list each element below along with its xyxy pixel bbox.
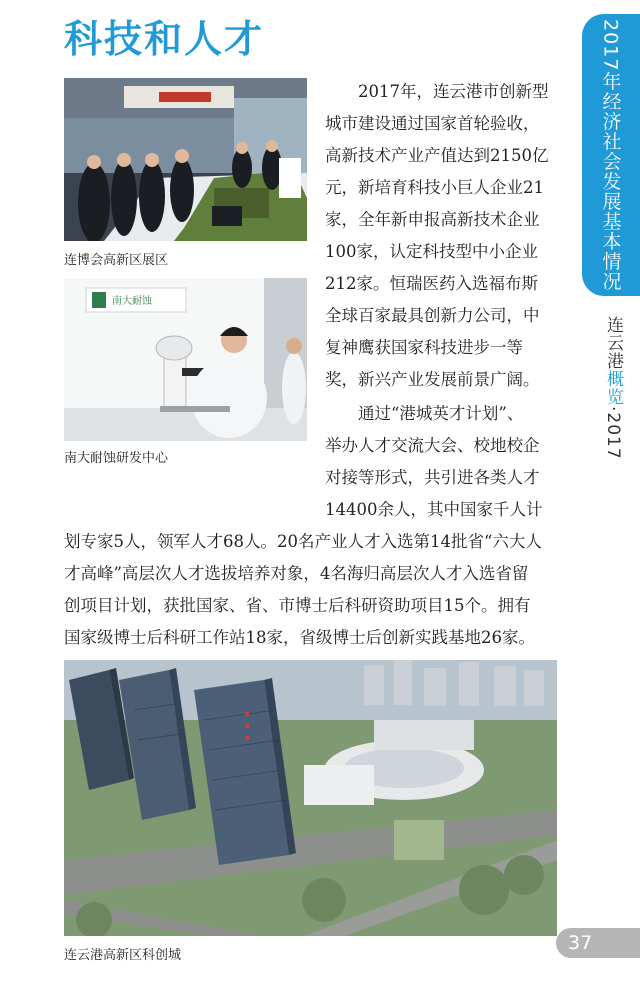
text-line: 高新技术产业产值达到2150亿 xyxy=(325,146,549,165)
text-line: 城市建设通过国家首轮验收， xyxy=(325,114,540,133)
page-number: 37 xyxy=(568,932,593,954)
text-line: 14400余人，其中国家千人计 xyxy=(325,500,543,519)
lab-sign: 南大耐蚀 xyxy=(112,296,152,307)
lab-photo-caption: 南大耐蚀研发中心 xyxy=(64,451,169,466)
text-line: 创项目计划，获批国家、省、市博士后科研资助项目15个。拥有 xyxy=(64,596,531,615)
text-line: 才高峰”高层次人才选拔培养对象，4名海归高层次人才入选省留 xyxy=(64,564,529,583)
text-line: 国家级博士后科研工作站18家，省级博士后创新实践基地26家。 xyxy=(64,628,535,647)
expo-photo-caption: 连博会高新区展区 xyxy=(64,253,169,268)
text-line: 对接等形式，共引进各类人才 xyxy=(325,468,540,487)
page-title: 科技和人才 xyxy=(64,17,265,61)
report-title-tab xyxy=(582,14,640,296)
text-line: 奖，新兴产业发展前景广阔。 xyxy=(325,370,540,389)
text-line: 举办人才交流大会、校地校企 xyxy=(325,436,540,455)
text-line: 100家，认定科技型中小企业 xyxy=(325,242,538,261)
text-line: 通过“港城英才计划”、 xyxy=(358,404,524,423)
text-line: 复神鹰获国家科技进步一等 xyxy=(325,338,523,357)
text-line: 212家。恒瑞医药入选福布斯 xyxy=(325,274,538,293)
science-park-aerial-photo xyxy=(64,660,557,936)
publication-label xyxy=(601,316,626,460)
text-line: 全球百家最具创新力公司，中 xyxy=(325,306,540,325)
paragraph-talent xyxy=(325,398,555,526)
page-number-tab xyxy=(556,928,640,958)
publication-label-prefix: 连云港 xyxy=(603,316,623,370)
text-line: 2017年，连云港市创新型 xyxy=(358,82,549,101)
publication-label-suffix: ·2017 xyxy=(603,406,623,460)
publication-label-accent: 概览 xyxy=(603,370,623,406)
report-title: 2017年经济社会发展基本情况 xyxy=(599,18,622,292)
text-line: 元，新培育科技小巨人企业21 xyxy=(325,178,544,197)
paragraph-innovation xyxy=(325,76,555,396)
paragraph-talent-continued xyxy=(64,526,558,654)
lab-photo xyxy=(64,278,307,441)
text-line: 家，全年新申报高新技术企业 xyxy=(325,210,540,229)
science-park-aerial-caption: 连云港高新区科创城 xyxy=(64,948,182,963)
text-line: 划专家5人，领军人才68人。20名产业人才入选第14批省“六大人 xyxy=(64,532,542,551)
expo-photo xyxy=(64,78,307,241)
